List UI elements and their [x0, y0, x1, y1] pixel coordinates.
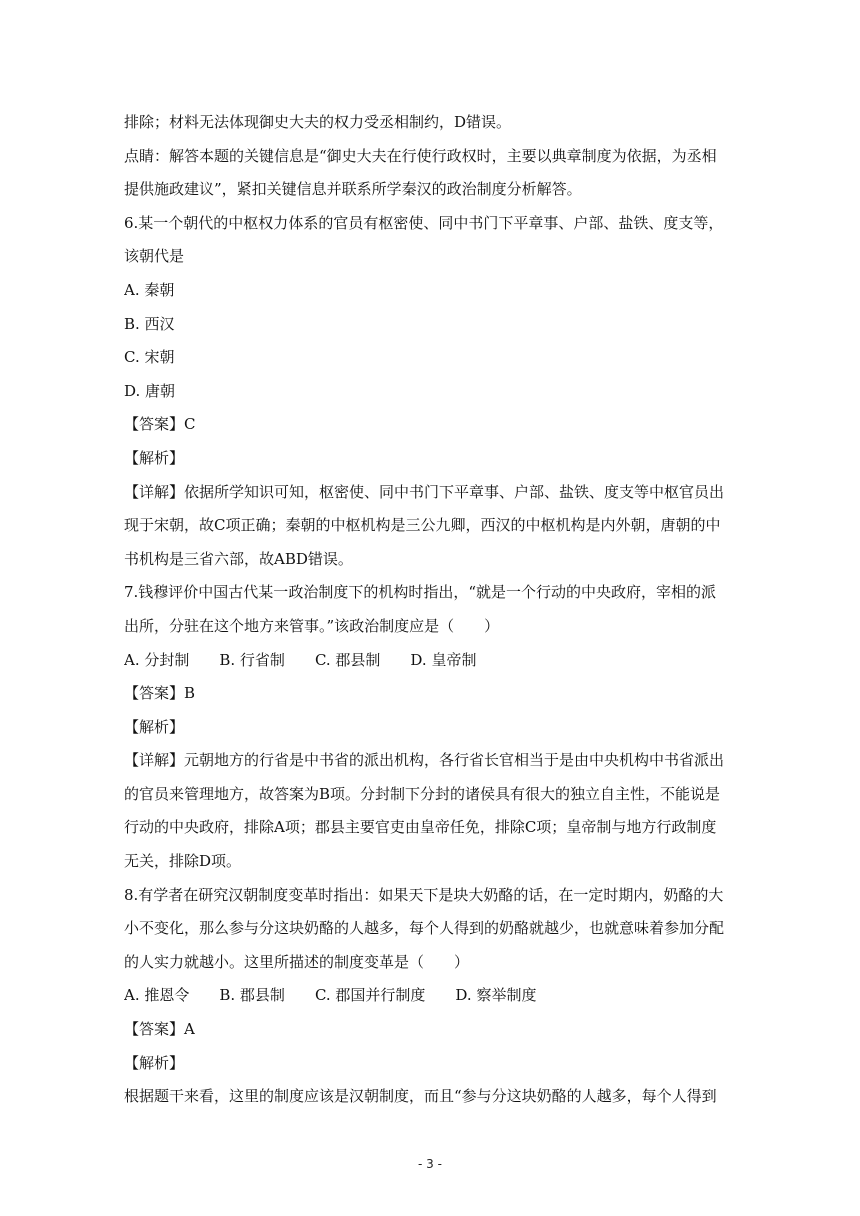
- question-6-analysis-heading: 【解析】: [124, 448, 185, 467]
- question-6-option-d: D. 唐朝: [124, 381, 176, 400]
- question-8-option-d: D. 察举制度: [455, 986, 537, 1005]
- question-8-options: [124, 979, 736, 1013]
- question-8-option-b: B. 郡县制: [219, 986, 285, 1005]
- question-7-detail: 行动的中央政府，排除A项；郡县主要官吏由皇帝任免，排除C项；皇帝制与地方行政制度: [124, 818, 717, 837]
- document-body: [124, 106, 736, 1114]
- question-6-option-b: B. 西汉: [124, 314, 175, 333]
- question-6-option-a: A. 秦朝: [124, 280, 175, 299]
- question-8-option-c: C. 郡国并行制度: [314, 986, 426, 1005]
- question-7-option-d: D. 皇帝制: [410, 650, 477, 669]
- text-line: 提供施政建议”，紧扣关键信息并联系所学秦汉的政治制度分析解答。: [124, 180, 582, 199]
- question-6-detail: 书机构是三省六部，故ABD错误。: [124, 549, 353, 568]
- question-8-answer: 【答案】A: [124, 1020, 195, 1039]
- question-8-stem-cont: 小不变化，那么参与分这块奶酪的人越多，每个人得到的奶酪就越少，也就意味着参加分配: [124, 919, 725, 938]
- question-6-detail: 现于宋朝，故C项正确；秦朝的中枢机构是三公九卿，西汉的中枢机构是内外朝，唐朝的中: [124, 516, 721, 535]
- question-7-options: [124, 644, 736, 678]
- question-6-stem: 6.某一个朝代的中枢权力体系的官员有枢密使、同中书门下平章事、户部、盐铁、度支等，: [124, 213, 724, 232]
- question-6-answer: 【答案】C: [124, 415, 196, 434]
- text-line: 点睛：解答本题的关键信息是“御史大夫在行使行政权时，主要以典章制度为依据，为丞相: [124, 146, 717, 165]
- question-7-analysis-heading: 【解析】: [124, 717, 185, 736]
- question-7-detail: 无关，排除D项。: [124, 852, 242, 871]
- question-8-analysis-heading: 【解析】: [124, 1053, 185, 1072]
- text-line: 排除；材料无法体现御史大夫的权力受丞相制约，D错误。: [124, 113, 512, 131]
- question-7-answer: 【答案】B: [124, 684, 196, 703]
- question-7-stem: 7.钱穆评价中国古代某一政治制度下的机构时指出，“就是一个行动的中央政府，宰相的派: [124, 583, 716, 602]
- question-7-detail: 的官员来管理地方，故答案为B项。分封制下分封的诸侯具有很大的独立自主性，不能说是: [124, 784, 721, 803]
- question-7-option-a: A. 分封制: [124, 650, 190, 669]
- question-7-option-b: B. 行省制: [219, 650, 285, 669]
- question-8-option-a: A. 推恩令: [124, 986, 190, 1005]
- question-6-stem-cont: 该朝代是: [124, 247, 185, 266]
- question-7-option-c: C. 郡县制: [314, 650, 381, 669]
- question-8-stem: 8.有学者在研究汉朝制度变革时指出：如果天下是块大奶酪的话，在一定时期内，奶酪的大: [124, 885, 724, 904]
- question-7-stem-cont: 出所，分驻在这个地方来管事。”该政治制度应是（ ）: [124, 616, 500, 635]
- page-number: - 3 -: [418, 1157, 442, 1171]
- question-6-option-c: C. 宋朝: [124, 348, 175, 367]
- question-7-detail: 【详解】元朝地方的行省是中书省的派出机构，各行省长官相当于是由中央机构中书省派出: [124, 751, 725, 770]
- question-8-analysis: 根据题干来看，这里的制度应该是汉朝制度，而且“参与分这块奶酪的人越多，每个人得到: [124, 1087, 717, 1106]
- question-8-stem-cont: 的人实力就越小。这里所描述的制度变革是（ ）: [124, 952, 470, 971]
- question-6-detail: 【详解】依据所学知识可知，枢密使、同中书门下平章事、户部、盐铁、度支等中枢官员出: [124, 482, 725, 501]
